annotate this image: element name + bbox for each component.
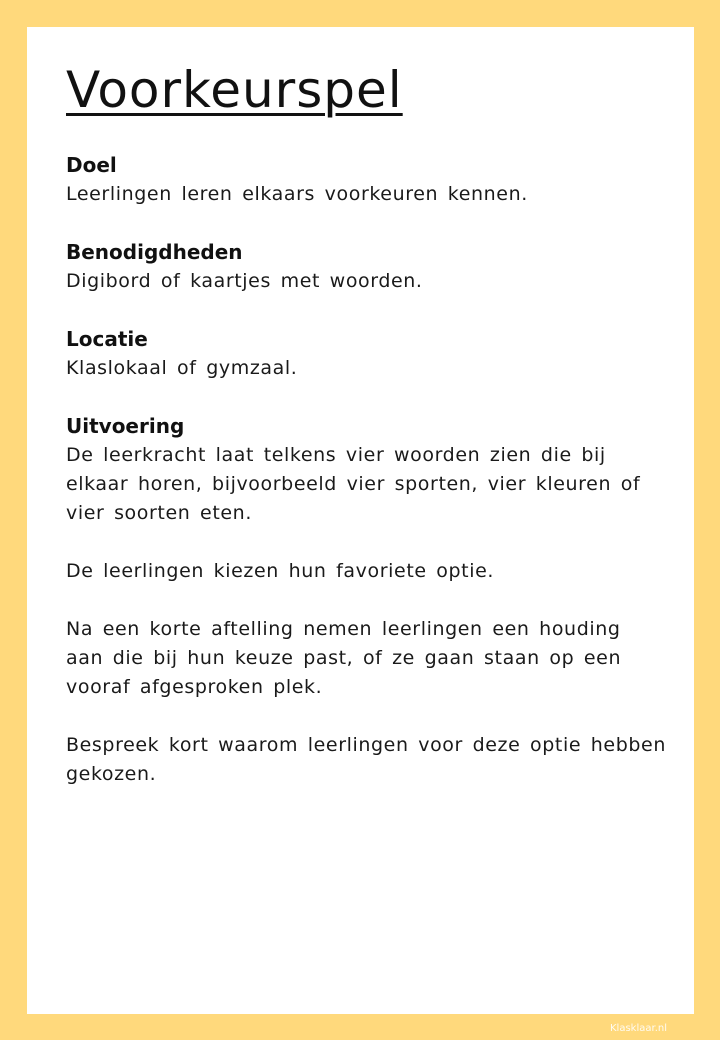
uitvoering-paragraph-4: Bespreek kort waarom leerlingen voor deze optie hebben gekozen. — [66, 734, 666, 785]
section-heading-uitvoering: Uitvoering — [66, 414, 185, 438]
uitvoering-paragraph-2: De leerlingen kiezen hun favoriete optie. — [66, 560, 495, 582]
section-text-benodigdheden: Digibord of kaartjes met woorden. — [66, 270, 423, 292]
page-title: Voorkeurspel — [66, 61, 403, 119]
section-benodigdheden — [66, 238, 666, 296]
uitvoering-paragraph-1: De leerkracht laat telkens vier woorden zien die bij elkaar horen, bijvoorbeeld vier sporten, vier kleuren of vier soorten eten. — [66, 444, 641, 524]
section-uitvoering — [66, 412, 666, 789]
card-content — [66, 151, 666, 818]
section-heading-benodigdheden: Benodigdheden — [66, 240, 243, 264]
section-doel — [66, 151, 666, 209]
activity-card — [27, 27, 694, 1014]
uitvoering-paragraph-3: Na een korte aftelling nemen leerlingen een houding aan die bij hun keuze past, of ze gaan staan op een vooraf afgesproken plek. — [66, 618, 622, 698]
section-text-locatie: Klaslokaal of gymzaal. — [66, 357, 298, 379]
section-heading-doel: Doel — [66, 153, 117, 177]
section-text-doel: Leerlingen leren elkaars voorkeuren kennen. — [66, 183, 528, 205]
section-locatie — [66, 325, 666, 383]
footer-brand: Klasklaar.nl — [610, 1023, 667, 1034]
section-heading-locatie: Locatie — [66, 327, 148, 351]
